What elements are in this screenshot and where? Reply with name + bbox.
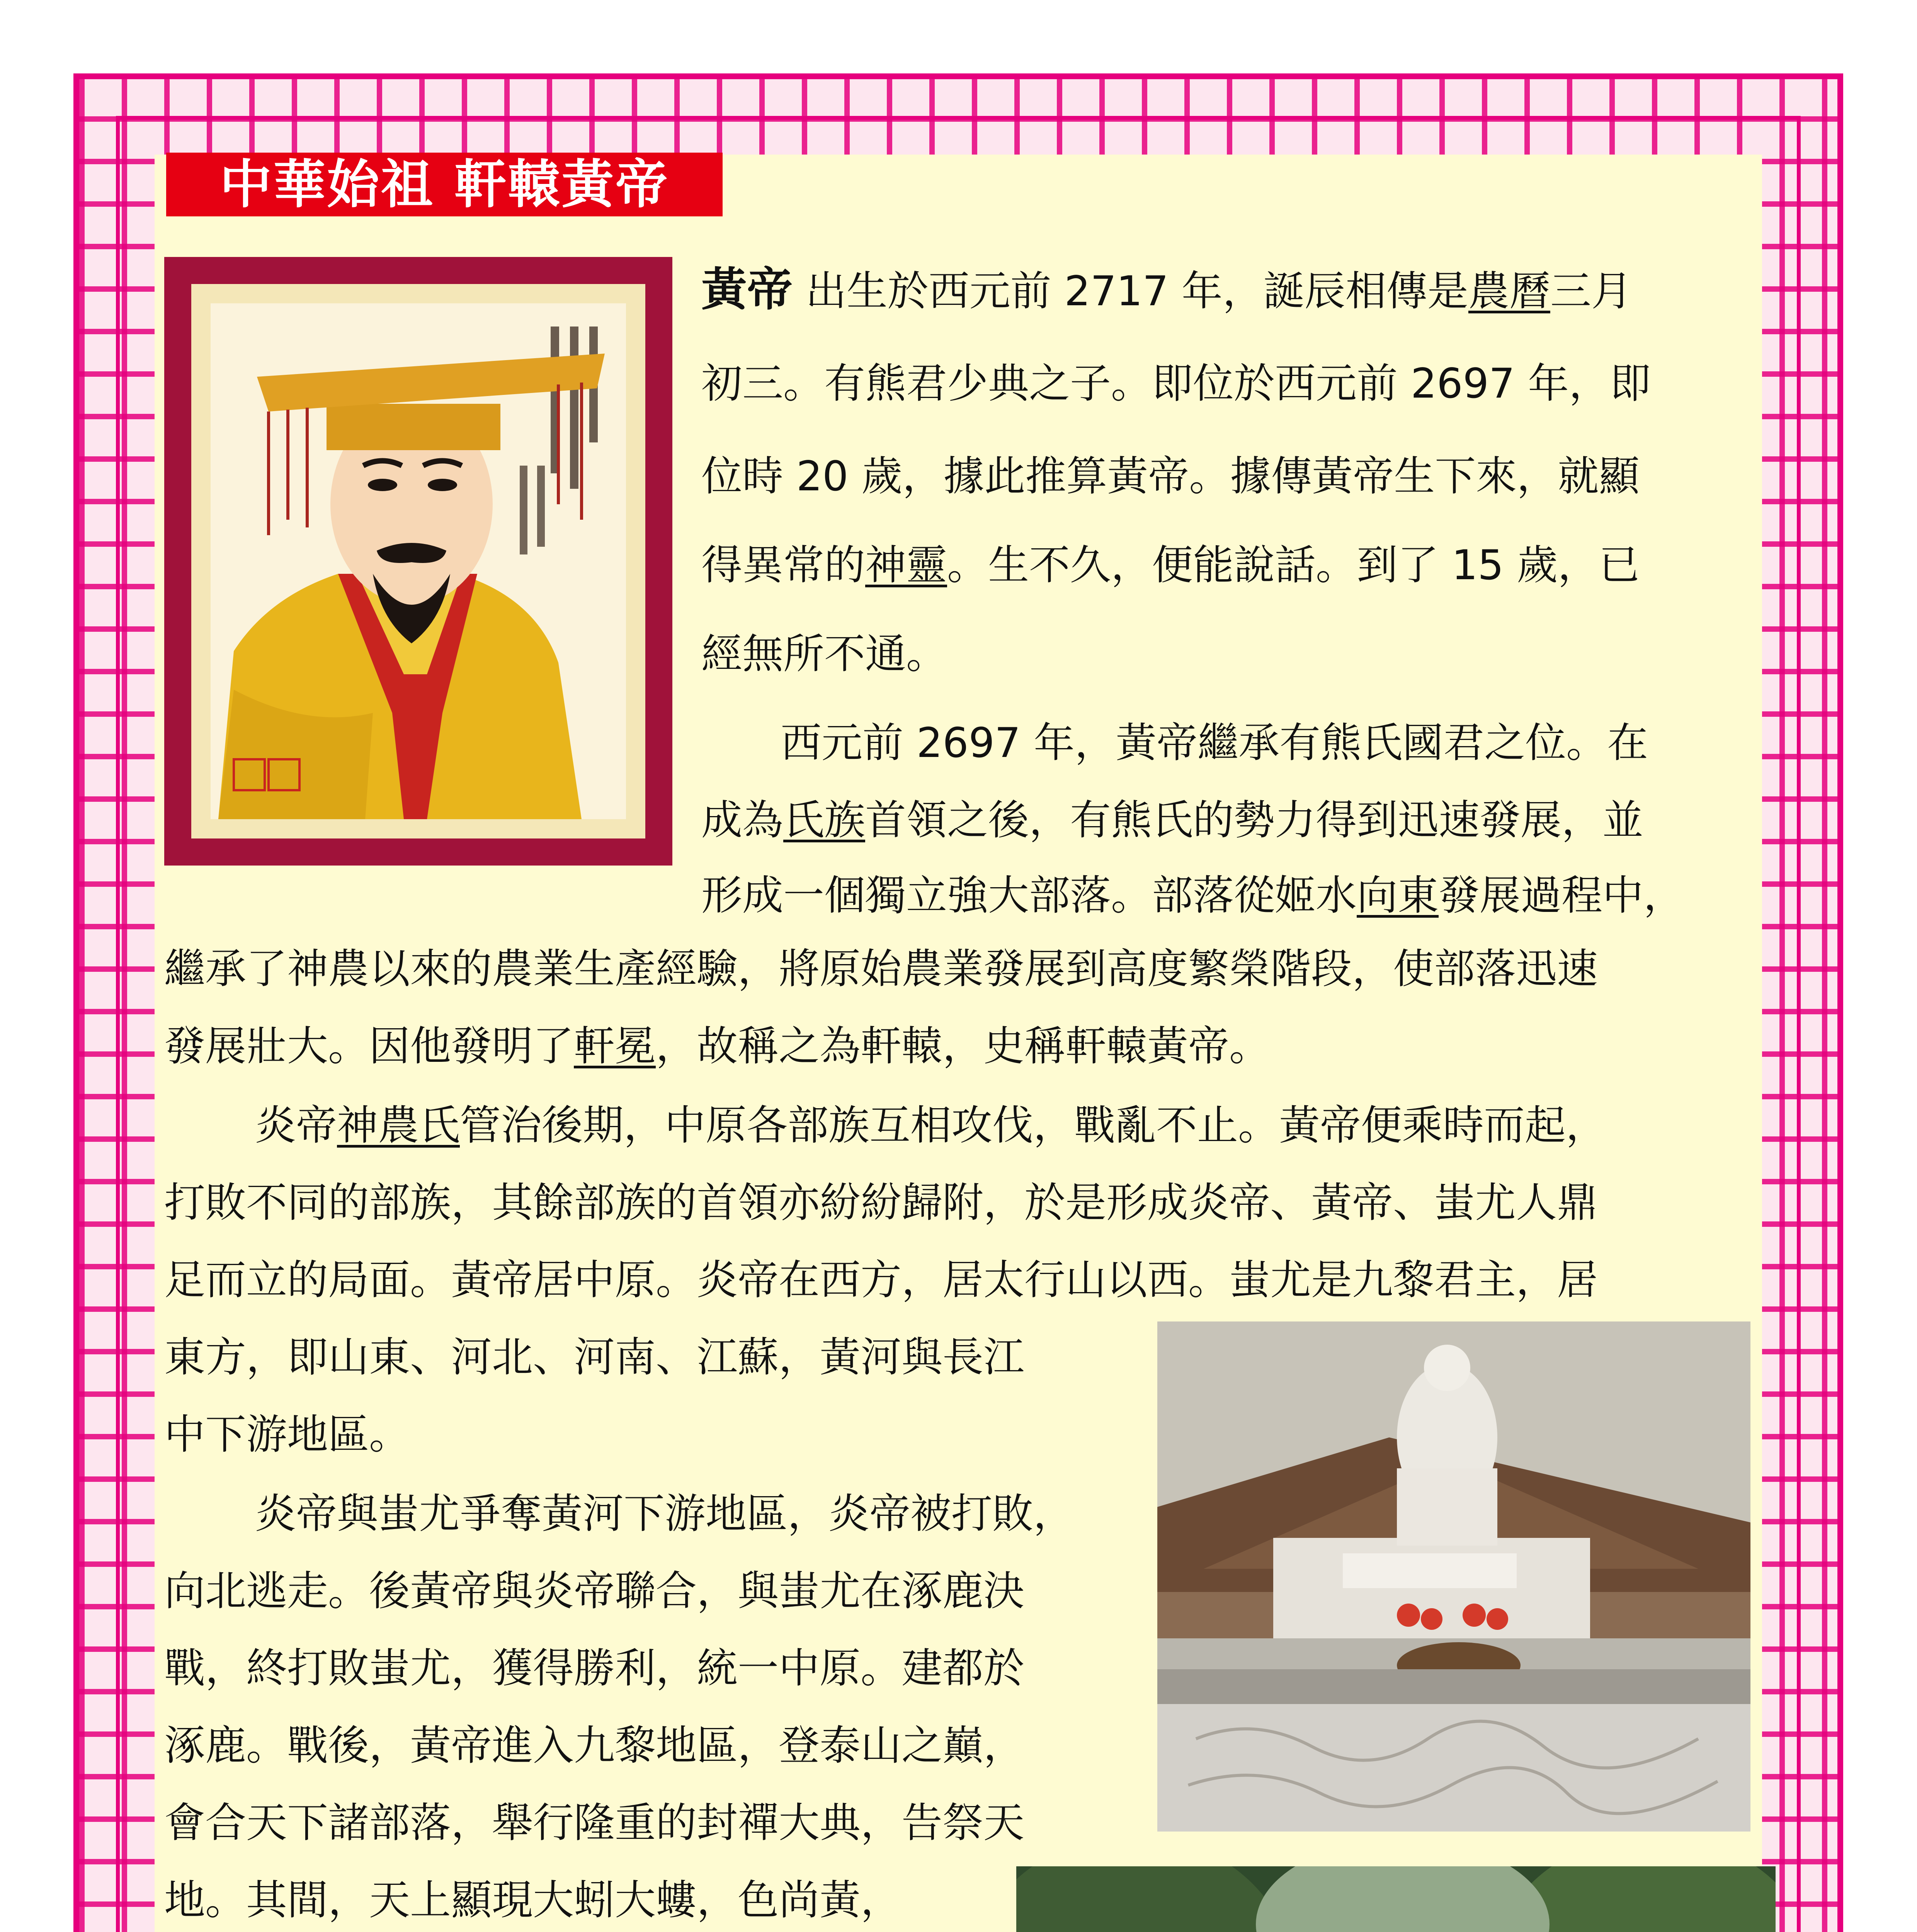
text-line: 位時 20 歲，據此推算黃帝。據傳黃帝生下來，就顯 [701, 452, 1640, 500]
statue-photo-drawing [1157, 1321, 1750, 1832]
text-line: 地。其間，天上顯現大蚓大螻，色尚黃， [164, 1876, 902, 1924]
text-span: 首領之後，有熊氏的勢力得到迅速發展，並 [865, 796, 1643, 844]
text-line [701, 796, 1643, 844]
text-line: 向北逃走。後黃帝與炎帝聯合，與蚩尤在涿鹿決 [164, 1567, 1024, 1615]
huangdi-portrait-drawing [211, 303, 626, 819]
text-span: 出生於西元前 2717 年，誕辰相傳是 [793, 267, 1468, 315]
page-title: 中華始祖 軒轅黃帝 [166, 153, 723, 216]
border-line [1797, 116, 1801, 1932]
text-line [701, 263, 1632, 316]
underlined-term: 神農氏 [337, 1102, 460, 1149]
text-span: 三月 [1550, 267, 1632, 315]
text-span: 。生不久，便能說話。到了 15 歲，已 [947, 541, 1640, 589]
text-line: 會合天下諸部落，舉行隆重的封禪大典，告祭天 [164, 1799, 1024, 1847]
huangdi-portrait [211, 303, 626, 819]
text-line: 炎帝與蚩尤爭奪黃河下游地區，炎帝被打敗， [255, 1490, 1074, 1537]
underlined-term: 神靈 [865, 541, 947, 589]
text-line: 初三。有熊君少典之子。即位於西元前 2697 年，即 [701, 360, 1651, 407]
text-span: 炎帝 [255, 1102, 337, 1149]
text-line: 打敗不同的部族，其餘部族的首領亦紛紛歸附，於是形成炎帝、黃帝、蚩尤人鼎 [164, 1179, 1598, 1226]
underlined-term: 氏族 [783, 796, 865, 844]
underlined-term: 向東 [1357, 872, 1439, 919]
text-span: 發展過程中， [1439, 872, 1684, 919]
text-line: 戰，終打敗蚩尤，獲得勝利，統一中原。建都於 [164, 1645, 1024, 1692]
text-line: 足而立的局面。黃帝居中原。炎帝在西方，居太行山以西。蚩尤是九黎君主，居 [164, 1256, 1598, 1304]
text-line [701, 541, 1640, 589]
text-line [255, 1102, 1607, 1149]
text-span: 成為 [701, 796, 783, 844]
pavilion-photo-drawing [1016, 1866, 1776, 1932]
underlined-term: 軒冕 [574, 1022, 656, 1070]
statue-photo [1157, 1321, 1750, 1832]
underlined-term: 農曆 [1468, 267, 1550, 315]
text-span: 形成一個獨立強大部落。部落從姬水 [701, 872, 1357, 919]
huangdi-lead: 黃帝 [701, 263, 793, 316]
text-span: 得異常的 [701, 541, 865, 589]
text-line [701, 872, 1684, 919]
pavilion-photo [1016, 1866, 1776, 1932]
text-line: 繼承了神農以來的農業生產經驗，將原始農業發展到高度繁榮階段，使部落迅速 [164, 945, 1598, 993]
text-span: 發展壯大。因他發明了 [164, 1022, 574, 1070]
text-line: 涿鹿。戰後，黃帝進入九黎地區，登泰山之巔， [164, 1722, 1024, 1769]
text-span: 管治後期，中原各部族互相攻伐，戰亂不止。黃帝便乘時而起， [460, 1102, 1607, 1149]
text-line: 東方，即山東、河北、河南、江蘇，黃河與長江 [164, 1333, 1024, 1381]
text-span: ，故稱之為軒轅，史稱軒轅黃帝。 [656, 1022, 1270, 1070]
border-line [116, 116, 1801, 120]
border-line [116, 116, 120, 1932]
text-line: 西元前 2697 年，黃帝繼承有熊氏國君之位。在 [781, 719, 1648, 767]
text-line: 經無所不通。 [701, 630, 947, 678]
text-line [164, 1022, 1270, 1070]
text-line: 中下游地區。 [164, 1411, 410, 1458]
